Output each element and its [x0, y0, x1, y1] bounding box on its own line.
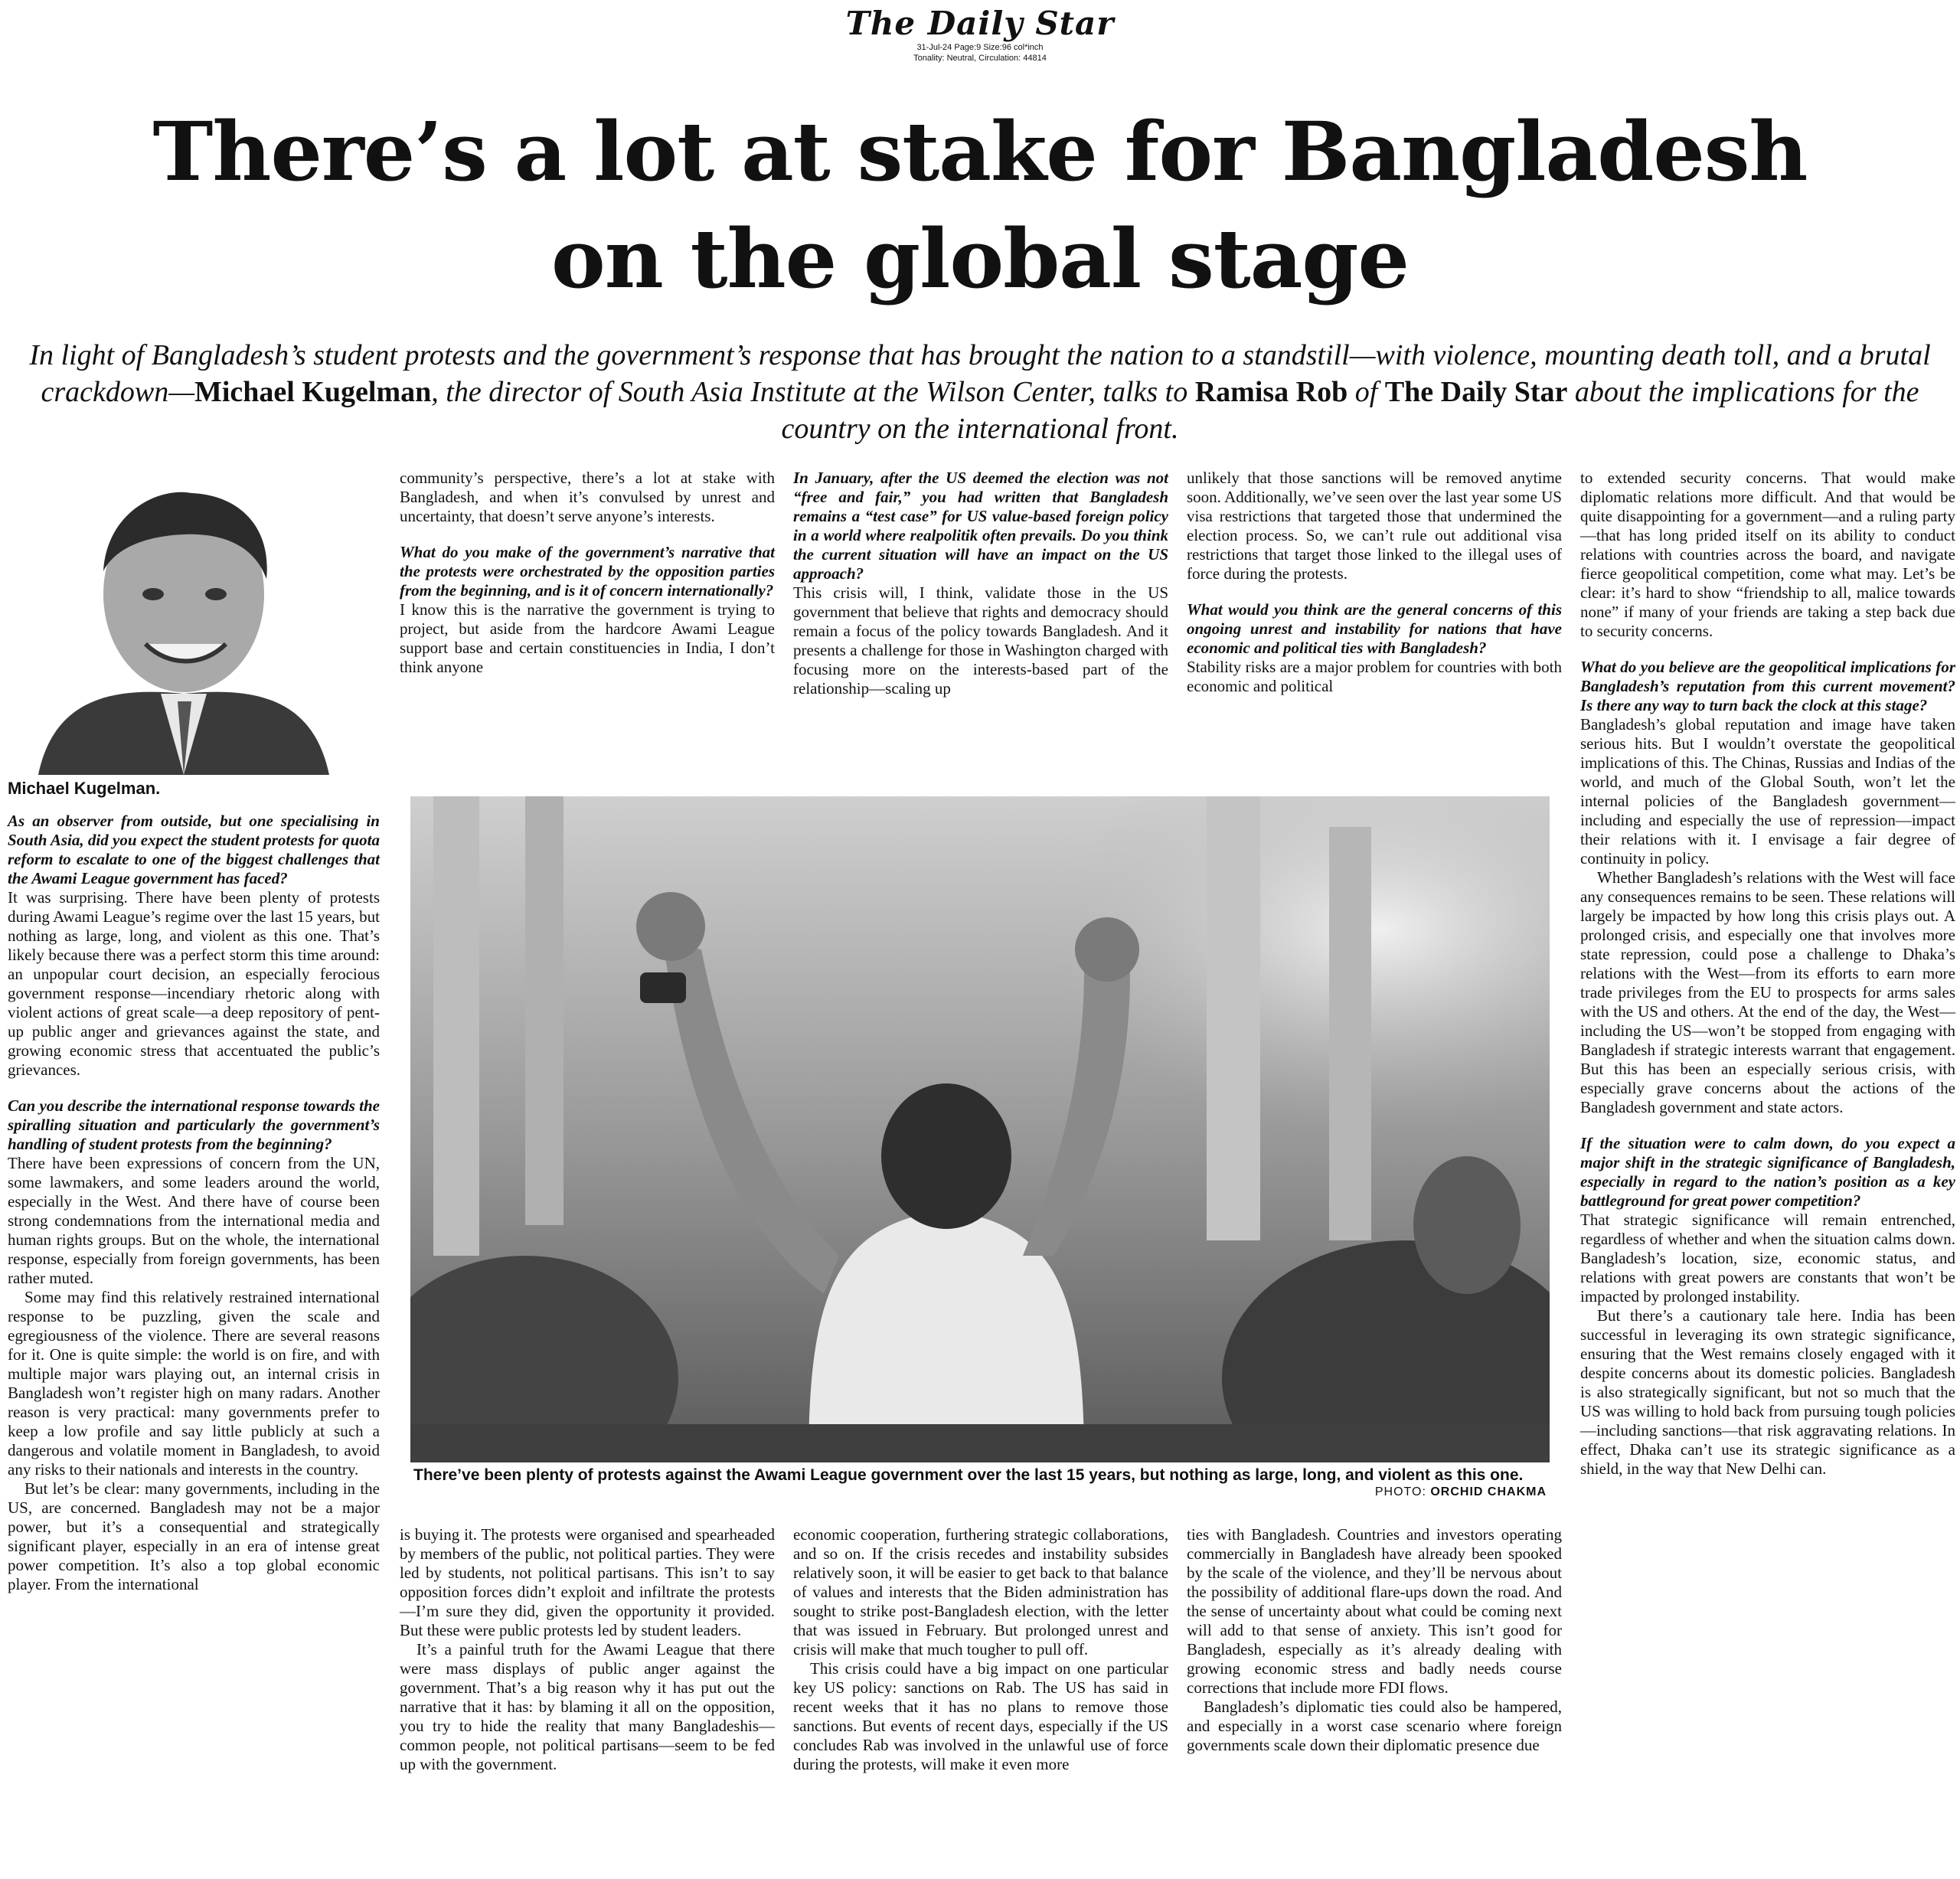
protest-photo — [410, 796, 1550, 1462]
column-4-bottom — [1187, 1525, 1562, 1755]
question-2: Can you describe the international response towards the spiralling situation and particularly the government’s handling of student protests from the beginning? — [8, 1096, 380, 1153]
portrait-photo — [8, 472, 360, 798]
standfirst — [8, 337, 1952, 447]
column-2-bottom-paragraph-1: is buying it. The protests were organised and spearheaded by members of the public, not political parties. They were led by students, not political partisans. This isn’t to say opposition forces didn’t exploit and infiltrate the protests—I’m sure they did, given the opportunity it provided. But these were public protests led by student leaders. — [400, 1525, 775, 1639]
interviewee-name: Michael Kugelman — [194, 376, 432, 408]
portrait-image — [8, 472, 360, 775]
question-7: If the situation were to calm down, do you expect a major shift in the strategic significance of Bangladesh, especially in regard to the nation’s position as a key battleground for great power competition? — [1580, 1134, 1955, 1210]
answer-4: This crisis will, I think, validate those in the US government that believe that rights and democracy should remain a focus of the policy towards Bangladesh. And it presents a challenge for those in Washington charged with focusing more on the interests-based part of the relationship—scaling up — [793, 583, 1168, 698]
column-2-bottom — [400, 1525, 775, 1774]
headline — [0, 98, 1960, 312]
answer-2-paragraph-3: But let’s be clear: many governments, including in the US, are concerned. Bangladesh may not be a major power, but it’s a consequential and strategically significant player, especially in an era of intense great power competition. It’s also a top global economic player. From the international — [8, 1479, 380, 1593]
publication-name: The Daily Star — [1384, 376, 1568, 408]
interviewer-name: Ramisa Rob — [1194, 376, 1348, 408]
column-4-bottom-paragraph-1: ties with Bangladesh. Countries and investors operating commercially in Bangladesh have already been spooked by the scale of the violence, and they’ll be nervous about the possibility of additional flare-ups down the road. And the sense of uncertainty about what could be coming next will add to that sense of anxiety. This isn’t good for Bangladesh, especially as it’s already dealing with growing economic stress and badly needs course corrections that include more FDI flows. — [1187, 1525, 1562, 1697]
standfirst-part-3: of — [1348, 376, 1385, 408]
clipping-meta-line-2: Tonality: Neutral, Circulation: 44814 — [913, 54, 1047, 63]
protest-photo-image — [410, 796, 1550, 1462]
question-6: What do you believe are the geopolitical implications for Bangladesh’s reputation from this current movement? Is there any way to turn back the clock at this stage? — [1580, 658, 1955, 714]
clipping-meta-line-1: 31-Jul-24 Page:9 Size:96 col*inch — [916, 43, 1044, 52]
answer-7: That strategic significance will remain entrenched, regardless of whether and when the situation calms down. Bangladesh’s location, size, economic status, and relations with great powers are constants that won’t be impacted by prolonged instability. — [1580, 1211, 1955, 1305]
column-2-top — [400, 469, 775, 677]
standfirst-part-2: , the director of South Asia Institute at the Wilson Center, talks to — [431, 376, 1195, 408]
answer-6: Bangladesh’s global reputation and image have taken serious hits. But I wouldn’t overstate the geopolitical implications of this. The Chinas, Russias and Indias of the world, and much of the Global South, won’t let the internal policies of the Bangladesh government—including and especially the use of repression—impact their relations with it. I envisage a fair degree of continuity in policy. — [1580, 715, 1955, 868]
answer-7-paragraph-2: But there’s a cautionary tale here. India has been successful in leveraging its own strategic significance, ensuring that the West remains closely engaged with it despite concerns about its domestic policies. Bangladesh is also strategically significant, but not so much that the US was willing to hold back from pursuing tough policies—including sanctions—that risk aggravating relations. In effect, Dhaka can’t use its strategic significance as a shield, in the way that New Delhi can. — [1580, 1306, 1955, 1478]
answer-5: Stability risks are a major problem for countries with both economic and political — [1187, 658, 1562, 695]
headline-line-1: There’s a lot at stake for Bangladesh — [152, 103, 1808, 199]
column-2-continuation: community’s perspective, there’s a lot at stake with Bangladesh, and when it’s convulsed by unrest and uncertainty, that doesn’t serve anyone’s interests. — [400, 469, 775, 525]
answer-3: I know this is the narrative the government is trying to project, but aside from the hardcore Awami League support base and certain constituencies in India, I don’t think anyone — [400, 600, 775, 676]
column-4-bottom-paragraph-2: Bangladesh’s diplomatic ties could also be hampered, and especially in a worst case scenario where foreign governments scale down their diplomatic presence due — [1187, 1698, 1562, 1754]
photo-credit-name: ORCHID CHAKMA — [1430, 1485, 1547, 1498]
column-4-continuation: unlikely that those sanctions will be removed anytime soon. Additionally, we’ve seen over the last year some US visa restrictions that targeted those that undermined the election process. So, we can’t rule out additional visa restrictions that target those linked to the illegal uses of force during the protests. — [1187, 469, 1562, 583]
column-3-top — [793, 469, 1168, 698]
answer-1: It was surprising. There have been plenty of protests during Awami League’s regime over the last 15 years, but nothing as large, long, and violent as this one. That’s likely because there was a perfect storm this time around: an unpopular court decision, an especially ferocious government response—incendiary rhetoric along with violent actions of great scale—a deep repository of pent-up public anger and grievances against the state, and growing economic stress that accentuated the public’s grievances. — [8, 888, 380, 1079]
photo-credit — [1375, 1485, 1547, 1499]
column-2-bottom-paragraph-2: It’s a painful truth for the Awami League that there were mass displays of public anger against the government. That’s a big reason why it has put out the narrative that it has: by blaming it all on the opposition, you try to hide the reality that many Bangladeshis—common people, not political partisans—seem to be fed up with the government. — [400, 1640, 775, 1773]
photo-credit-label: PHOTO: — [1374, 1485, 1426, 1498]
column-5-continuation: to extended security concerns. That would make diplomatic relations more difficult. And that would be quite disappointing for a government—and a ruling party—that has long prided itself on its ability to conduct relations with countries across the board, and navigate fierce geopolitical competition, come what may. Let’s be clear: it’s hard to show “friendship to all, malice towards none” if many of your friends are taking a step back due to security concerns. — [1580, 469, 1955, 640]
column-3-bottom-paragraph-2: This crisis could have a big impact on one particular key US policy: sanctions on Rab. The US has said in recent weeks that it has no plans to remove those sanctions. But events of recent days, especially if the US concludes Rab was involved in the unlawful use of force during the protests, will make it even more — [793, 1659, 1168, 1773]
column-3-bottom-paragraph-1: economic cooperation, furthering strategic collaborations, and so on. If the crisis recedes and instability subsides relatively soon, it will be easier to get back to that balance of values and interests that the Biden administration has sought to strike post-Bangladesh election, with the letter that was issued in February. But prolonged unrest and crisis will make that much tougher to pull off. — [793, 1525, 1168, 1658]
answer-2: There have been expressions of concern from the UN, some lawmakers, and some leaders around the world, especially in the West. And there have of course been strong condemnations from the international media and human rights groups. But on the whole, the international response, especially from foreign governments, has been rather muted. — [8, 1154, 380, 1287]
photo-caption: There’ve been plenty of protests against the Awami League government over the last 15 years, but nothing as large, long, and violent as this one. — [413, 1466, 1524, 1484]
question-4: In January, after the US deemed the election was not “free and fair,” you had written that Bangladesh remains a “test case” for US value-based foreign policy in a world where realpolitik often prevails. Do you think the current situation will have an impact on the US approach? — [793, 469, 1168, 583]
portrait-caption: Michael Kugelman. — [8, 779, 161, 798]
column-3-bottom — [793, 1525, 1168, 1774]
answer-6-paragraph-2: Whether Bangladesh’s relations with the West will face any consequences remains to be seen. These relations will largely be impacted by how long this crisis plays out. A prolonged crisis, and especially one that involves more state repression, could pose a challenge to Dhaka’s relations with the West—from its efforts to earn more trade privileges from the EU to prospects for arms sales with the US and others. At the end of the day, the West—including the US—won’t be stopped from engaging with Bangladesh if strategic interests warrant that engagement. But this has been an especially serious crisis, with especially grave concerns about the actions of the Bangladesh government and state actors. — [1580, 868, 1955, 1116]
answer-2-paragraph-2: Some may find this relatively restrained international response to be puzzling, given the scale and egregiousness of the violence. There are several reasons for it. One is quite simple: the world is on fire, and with multiple major wars playing out, an internal crisis in Bangladesh won’t register high on many radars. Another reason is very practical: many governments prefer to keep a low profile and say little publicly at such a dangerous and volatile moment in Bangladesh, to avoid any risks to their nationals and interests in the country. — [8, 1288, 380, 1479]
column-1 — [8, 812, 380, 1594]
question-3: What do you make of the government’s narrative that the protests were orchestrated by the opposition parties from the beginning, and is it of concern internationally? — [400, 543, 775, 600]
question-5: What would you think are the general concerns of this ongoing unrest and instability for nations that have economic and political ties with Bangladesh? — [1187, 600, 1562, 657]
masthead — [0, 5, 1960, 64]
standfirst-part-4: about the implications for the country on the international front. — [781, 376, 1919, 445]
column-4-top — [1187, 469, 1562, 696]
question-1: As an observer from outside, but one specialising in South Asia, did you expect the student protests for quota reform to escalate to one of the biggest challenges that the Awami League government has faced? — [8, 812, 380, 887]
headline-line-2: on the global stage — [551, 211, 1409, 306]
column-5 — [1580, 469, 1955, 1479]
publication-logo: The Daily Star — [845, 5, 1115, 42]
standfirst-part-1: In light of Bangladesh’s student protests and the government’s response that has brought the nation to a standstill—with violence, mounting death toll, and a brutal crackdown— — [29, 339, 1931, 408]
